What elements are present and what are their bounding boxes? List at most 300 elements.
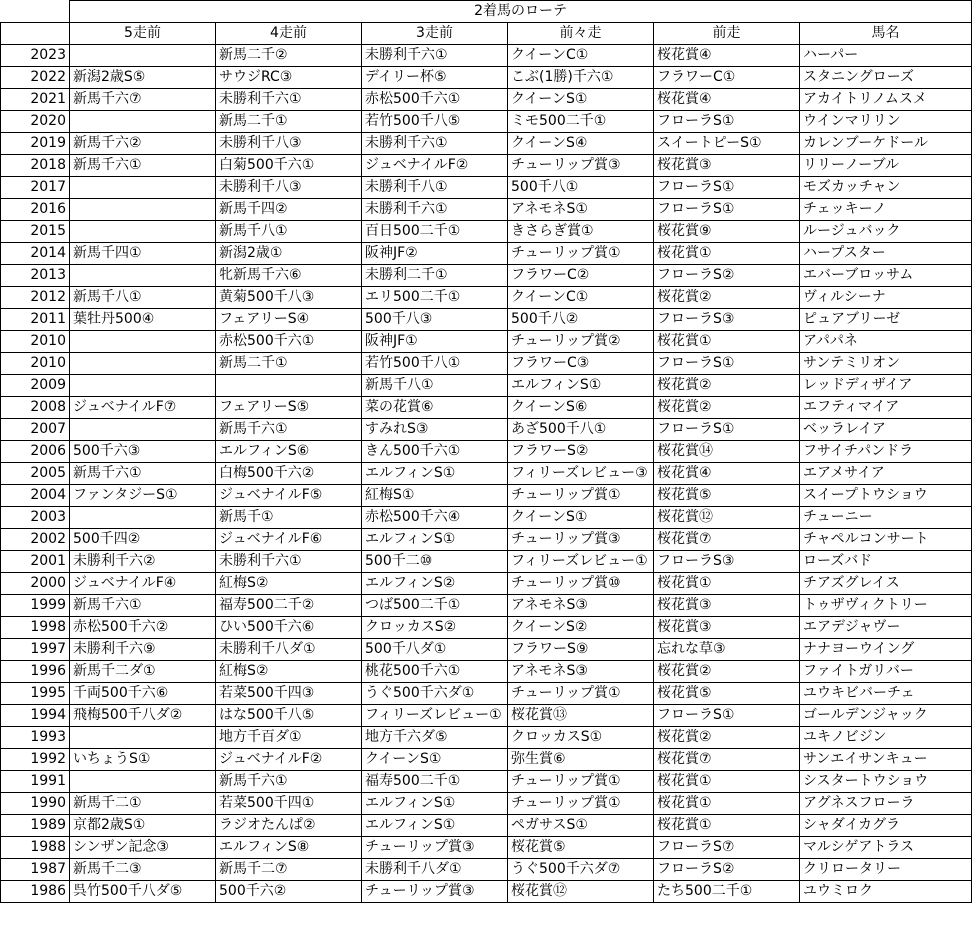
year-cell: 2008 (1, 397, 70, 419)
run-5-ago-cell: 赤松500千六② (70, 617, 216, 639)
run-2-ago-cell: フィリーズレビュー③ (508, 463, 654, 485)
run-5-ago-cell: シンザン記念③ (70, 837, 216, 859)
table-row (1, 309, 972, 331)
last-run-cell: 桜花賞⑦ (654, 529, 800, 551)
last-run-cell: 桜花賞② (654, 397, 800, 419)
header-5-runs-ago: 5走前 (70, 23, 216, 45)
run-2-ago-cell: アネモネS③ (508, 595, 654, 617)
run-2-ago-cell: アネモネS① (508, 199, 654, 221)
run-3-ago-cell: デイリー杯⑤ (362, 67, 508, 89)
header-4-runs-ago: 4走前 (216, 23, 362, 45)
last-run-cell: フローラS① (654, 177, 800, 199)
year-cell: 2004 (1, 485, 70, 507)
horse-name-cell: ピュアブリーゼ (800, 309, 972, 331)
run-4-ago-cell: 新馬千二⑦ (216, 859, 362, 881)
year-cell: 1993 (1, 727, 70, 749)
run-4-ago-cell: 白菊500千六① (216, 155, 362, 177)
horse-name-cell: フサイチパンドラ (800, 441, 972, 463)
run-5-ago-cell (70, 265, 216, 287)
horse-name-cell: アカイトリノムスメ (800, 89, 972, 111)
run-2-ago-cell: クイーンC① (508, 45, 654, 67)
run-5-ago-cell (70, 177, 216, 199)
table-row (1, 617, 972, 639)
table-row (1, 485, 972, 507)
table-title: 2着馬のローテ (70, 1, 972, 23)
run-3-ago-cell: 若竹500千八① (362, 353, 508, 375)
table-row (1, 155, 972, 177)
run-4-ago-cell: 紅梅S② (216, 661, 362, 683)
year-cell: 2012 (1, 287, 70, 309)
last-run-cell: フラワーC① (654, 67, 800, 89)
run-3-ago-cell: 阪神JF② (362, 243, 508, 265)
run-2-ago-cell: フラワーC② (508, 265, 654, 287)
run-2-ago-cell: チューリップ賞① (508, 793, 654, 815)
run-3-ago-cell: 未勝利千六① (362, 199, 508, 221)
last-run-cell: 桜花賞① (654, 815, 800, 837)
run-4-ago-cell (216, 375, 362, 397)
run-3-ago-cell: クイーンS① (362, 749, 508, 771)
last-run-cell: フローラS⑦ (654, 837, 800, 859)
horse-name-cell: エバーブロッサム (800, 265, 972, 287)
last-run-cell: 桜花賞① (654, 771, 800, 793)
table-row (1, 133, 972, 155)
table-row (1, 177, 972, 199)
year-cell: 2015 (1, 221, 70, 243)
run-3-ago-cell: きん500千六① (362, 441, 508, 463)
last-run-cell: 桜花賞③ (654, 595, 800, 617)
last-run-cell: 桜花賞① (654, 331, 800, 353)
run-4-ago-cell: 赤松500千六① (216, 331, 362, 353)
run-3-ago-cell: 阪神JF① (362, 331, 508, 353)
year-cell: 2001 (1, 551, 70, 573)
run-5-ago-cell: 千両500千六⑥ (70, 683, 216, 705)
year-cell: 2020 (1, 111, 70, 133)
year-cell: 2016 (1, 199, 70, 221)
run-4-ago-cell: 新馬千六① (216, 771, 362, 793)
run-3-ago-cell: 若竹500千八⑤ (362, 111, 508, 133)
table-row (1, 375, 972, 397)
last-run-cell: フローラS③ (654, 309, 800, 331)
run-4-ago-cell: 新馬二千① (216, 353, 362, 375)
horse-name-cell: エアデジャヴー (800, 617, 972, 639)
year-cell: 2010 (1, 331, 70, 353)
last-run-cell: 桜花賞② (654, 661, 800, 683)
run-5-ago-cell (70, 111, 216, 133)
last-run-cell: 桜花賞⑭ (654, 441, 800, 463)
run-4-ago-cell: サウジRC③ (216, 67, 362, 89)
run-5-ago-cell: 葉牡丹500④ (70, 309, 216, 331)
header-2-runs-ago: 前々走 (508, 23, 654, 45)
horse-name-cell: ルージュバック (800, 221, 972, 243)
run-5-ago-cell: 新馬千六⑦ (70, 89, 216, 111)
run-3-ago-cell: 桃花500千六① (362, 661, 508, 683)
run-5-ago-cell (70, 727, 216, 749)
run-2-ago-cell: チューリップ賞③ (508, 529, 654, 551)
horse-name-cell: サンエイサンキュー (800, 749, 972, 771)
run-2-ago-cell: あざ500千八① (508, 419, 654, 441)
last-run-cell: 桜花賞⑦ (654, 749, 800, 771)
run-4-ago-cell: 未勝利千八ダ① (216, 639, 362, 661)
header-last-run: 前走 (654, 23, 800, 45)
table-row (1, 287, 972, 309)
run-5-ago-cell (70, 771, 216, 793)
run-3-ago-cell: フィリーズレビュー① (362, 705, 508, 727)
run-3-ago-cell: 500千二⑩ (362, 551, 508, 573)
run-4-ago-cell: 新馬千八① (216, 221, 362, 243)
run-2-ago-cell: 桜花賞⑬ (508, 705, 654, 727)
run-3-ago-cell: エルフィンS① (362, 815, 508, 837)
run-5-ago-cell: 新馬千二① (70, 793, 216, 815)
run-5-ago-cell: 呉竹500千八ダ⑤ (70, 881, 216, 903)
year-cell: 1997 (1, 639, 70, 661)
last-run-cell: フローラS① (654, 111, 800, 133)
horse-name-cell: ハーパー (800, 45, 972, 67)
run-4-ago-cell: 白梅500千六② (216, 463, 362, 485)
run-3-ago-cell: エリ500二千① (362, 287, 508, 309)
year-cell: 2010 (1, 353, 70, 375)
table-row (1, 441, 972, 463)
run-3-ago-cell: 未勝利千八① (362, 177, 508, 199)
run-4-ago-cell: エルフィンS⑧ (216, 837, 362, 859)
run-5-ago-cell: ファンタジーS① (70, 485, 216, 507)
run-3-ago-cell: すみれS③ (362, 419, 508, 441)
run-3-ago-cell: 未勝利千六① (362, 45, 508, 67)
run-2-ago-cell: クイーンC① (508, 287, 654, 309)
run-5-ago-cell: 新潟2歳S⑤ (70, 67, 216, 89)
run-3-ago-cell: クロッカスS② (362, 617, 508, 639)
run-5-ago-cell: ジュベナイルF⑦ (70, 397, 216, 419)
run-3-ago-cell: チューリップ賞③ (362, 881, 508, 903)
horse-name-cell: シャダイカグラ (800, 815, 972, 837)
run-2-ago-cell: チューリップ賞⑩ (508, 573, 654, 595)
run-3-ago-cell: 500千八ダ① (362, 639, 508, 661)
table-row (1, 353, 972, 375)
run-4-ago-cell: はな500千八⑤ (216, 705, 362, 727)
run-2-ago-cell: 桜花賞⑤ (508, 837, 654, 859)
table-row (1, 331, 972, 353)
year-cell: 1999 (1, 595, 70, 617)
last-run-cell: スイートピーS① (654, 133, 800, 155)
horse-name-cell: チェッキーノ (800, 199, 972, 221)
year-cell: 1989 (1, 815, 70, 837)
year-cell: 1994 (1, 705, 70, 727)
run-4-ago-cell: ジュベナイルF⑤ (216, 485, 362, 507)
run-3-ago-cell: ジュベナイルF② (362, 155, 508, 177)
run-3-ago-cell: エルフィンS② (362, 573, 508, 595)
run-3-ago-cell: 未勝利千八ダ① (362, 859, 508, 881)
run-4-ago-cell: 未勝利千八③ (216, 133, 362, 155)
last-run-cell: 桜花賞① (654, 243, 800, 265)
horse-name-cell: ナナヨーウイング (800, 639, 972, 661)
year-cell: 1998 (1, 617, 70, 639)
run-2-ago-cell: ミモ500二千① (508, 111, 654, 133)
horse-name-cell: スイープトウショウ (800, 485, 972, 507)
last-run-cell: たち500二千① (654, 881, 800, 903)
year-cell: 2003 (1, 507, 70, 529)
horse-name-cell: ベッラレイア (800, 419, 972, 441)
run-2-ago-cell: フラワーS⑨ (508, 639, 654, 661)
year-cell: 2007 (1, 419, 70, 441)
run-3-ago-cell: 地方千六ダ⑤ (362, 727, 508, 749)
table-row (1, 397, 972, 419)
run-4-ago-cell: 未勝利千六① (216, 551, 362, 573)
horse-name-cell: エフティマイア (800, 397, 972, 419)
year-cell: 1995 (1, 683, 70, 705)
horse-name-cell: レッドディザイア (800, 375, 972, 397)
run-4-ago-cell: 新馬千四② (216, 199, 362, 221)
run-5-ago-cell: 500千四② (70, 529, 216, 551)
run-5-ago-cell (70, 331, 216, 353)
table-row (1, 507, 972, 529)
year-cell: 1990 (1, 793, 70, 815)
last-run-cell: フローラS③ (654, 551, 800, 573)
year-cell: 2019 (1, 133, 70, 155)
run-5-ago-cell (70, 221, 216, 243)
year-cell: 1996 (1, 661, 70, 683)
year-cell: 1988 (1, 837, 70, 859)
last-run-cell: フローラS① (654, 353, 800, 375)
run-2-ago-cell: チューリップ賞② (508, 331, 654, 353)
table-row (1, 595, 972, 617)
run-5-ago-cell (70, 419, 216, 441)
last-run-cell: フローラS② (654, 265, 800, 287)
run-5-ago-cell (70, 45, 216, 67)
horse-name-cell: アグネスフローラ (800, 793, 972, 815)
run-3-ago-cell: エルフィンS① (362, 793, 508, 815)
run-4-ago-cell: ひい500千六⑥ (216, 617, 362, 639)
horse-name-cell: ローズバド (800, 551, 972, 573)
run-3-ago-cell: つば500二千① (362, 595, 508, 617)
table-row (1, 837, 972, 859)
run-2-ago-cell: クイーンS① (508, 89, 654, 111)
table-row (1, 771, 972, 793)
run-4-ago-cell: 未勝利千六① (216, 89, 362, 111)
run-2-ago-cell: 弥生賞⑥ (508, 749, 654, 771)
run-2-ago-cell: チューリップ賞① (508, 683, 654, 705)
last-run-cell: 忘れな草③ (654, 639, 800, 661)
run-2-ago-cell: 500千八① (508, 177, 654, 199)
horse-name-cell: ゴールデンジャック (800, 705, 972, 727)
table-body (1, 45, 972, 903)
year-cell: 2013 (1, 265, 70, 287)
run-4-ago-cell: 福寿500二千② (216, 595, 362, 617)
run-5-ago-cell: 新馬千六② (70, 133, 216, 155)
table-row (1, 243, 972, 265)
last-run-cell: フローラS① (654, 199, 800, 221)
last-run-cell: 桜花賞④ (654, 89, 800, 111)
run-2-ago-cell: フラワーS② (508, 441, 654, 463)
last-run-cell: 桜花賞③ (654, 617, 800, 639)
horse-name-cell: チアズグレイス (800, 573, 972, 595)
run-4-ago-cell: 新馬千六① (216, 419, 362, 441)
run-4-ago-cell: 若菜500千四③ (216, 683, 362, 705)
table-row (1, 859, 972, 881)
horse-name-cell: クリロータリー (800, 859, 972, 881)
run-2-ago-cell: チューリップ賞① (508, 485, 654, 507)
run-3-ago-cell: エルフィンS① (362, 529, 508, 551)
run-5-ago-cell: 未勝利千六② (70, 551, 216, 573)
horse-name-cell: シスタートウショウ (800, 771, 972, 793)
run-5-ago-cell: 京都2歳S① (70, 815, 216, 837)
last-run-cell: 桜花賞⑤ (654, 485, 800, 507)
year-cell: 2000 (1, 573, 70, 595)
year-cell: 2014 (1, 243, 70, 265)
run-4-ago-cell: 新潟2歳① (216, 243, 362, 265)
last-run-cell: 桜花賞⑫ (654, 507, 800, 529)
table-row (1, 705, 972, 727)
horse-name-cell: ハープスター (800, 243, 972, 265)
run-2-ago-cell: チューリップ賞① (508, 771, 654, 793)
horse-name-cell: ウインマリリン (800, 111, 972, 133)
run-2-ago-cell: ペガサスS① (508, 815, 654, 837)
header-3-runs-ago: 3走前 (362, 23, 508, 45)
year-cell: 2018 (1, 155, 70, 177)
run-5-ago-cell: 未勝利千六⑨ (70, 639, 216, 661)
run-3-ago-cell: 赤松500千六① (362, 89, 508, 111)
run-4-ago-cell: 地方千百ダ① (216, 727, 362, 749)
run-2-ago-cell: エルフィンS① (508, 375, 654, 397)
run-2-ago-cell: クイーンS② (508, 617, 654, 639)
run-2-ago-cell: チューリップ賞③ (508, 155, 654, 177)
run-4-ago-cell: 黄菊500千八③ (216, 287, 362, 309)
run-3-ago-cell: 百日500二千① (362, 221, 508, 243)
run-5-ago-cell (70, 353, 216, 375)
header-row (1, 23, 972, 45)
table-row (1, 881, 972, 903)
run-2-ago-cell: チューリップ賞① (508, 243, 654, 265)
run-4-ago-cell: ジュベナイルF⑥ (216, 529, 362, 551)
run-5-ago-cell: 新馬千六① (70, 463, 216, 485)
corner-cell (1, 1, 70, 23)
run-2-ago-cell: こぶ(1勝)千六① (508, 67, 654, 89)
run-2-ago-cell: 500千八② (508, 309, 654, 331)
run-3-ago-cell: 新馬千八① (362, 375, 508, 397)
last-run-cell: 桜花賞② (654, 375, 800, 397)
horse-name-cell: アパパネ (800, 331, 972, 353)
year-cell: 1992 (1, 749, 70, 771)
run-4-ago-cell: フェアリーS⑤ (216, 397, 362, 419)
run-4-ago-cell: エルフィンS⑥ (216, 441, 362, 463)
run-2-ago-cell: クロッカスS① (508, 727, 654, 749)
run-4-ago-cell: 紅梅S② (216, 573, 362, 595)
run-5-ago-cell: ジュベナイルF④ (70, 573, 216, 595)
run-3-ago-cell: 福寿500二千① (362, 771, 508, 793)
table-row (1, 67, 972, 89)
table-row (1, 199, 972, 221)
horse-name-cell: ユウミロク (800, 881, 972, 903)
run-2-ago-cell: 桜花賞⑫ (508, 881, 654, 903)
horse-name-cell: カレンブーケドール (800, 133, 972, 155)
horse-name-cell: マルシゲアトラス (800, 837, 972, 859)
table-row (1, 661, 972, 683)
horse-name-cell: モズカッチャン (800, 177, 972, 199)
table-row (1, 221, 972, 243)
run-4-ago-cell: ジュベナイルF② (216, 749, 362, 771)
year-cell: 1986 (1, 881, 70, 903)
run-2-ago-cell: クイーンS④ (508, 133, 654, 155)
run-3-ago-cell: 紅梅S① (362, 485, 508, 507)
last-run-cell: 桜花賞⑤ (654, 683, 800, 705)
year-cell: 2002 (1, 529, 70, 551)
last-run-cell: 桜花賞④ (654, 45, 800, 67)
horse-name-cell: チャペルコンサート (800, 529, 972, 551)
horse-name-cell: ユキノビジン (800, 727, 972, 749)
horse-name-cell: ユウキビバーチェ (800, 683, 972, 705)
year-cell: 2006 (1, 441, 70, 463)
run-3-ago-cell: エルフィンS① (362, 463, 508, 485)
run-4-ago-cell: 500千六② (216, 881, 362, 903)
table-row (1, 463, 972, 485)
year-cell: 2022 (1, 67, 70, 89)
run-3-ago-cell: 未勝利千六① (362, 133, 508, 155)
last-run-cell: 桜花賞③ (654, 155, 800, 177)
run-4-ago-cell: 若菜500千四① (216, 793, 362, 815)
header-horse-name: 馬名 (800, 23, 972, 45)
last-run-cell: 桜花賞② (654, 727, 800, 749)
run-2-ago-cell: フィリーズレビュー① (508, 551, 654, 573)
year-cell: 2009 (1, 375, 70, 397)
table-row (1, 815, 972, 837)
horse-name-cell: ファイトガリバー (800, 661, 972, 683)
table-row (1, 111, 972, 133)
table-row (1, 419, 972, 441)
run-3-ago-cell: 菜の花賞⑥ (362, 397, 508, 419)
run-4-ago-cell: フェアリーS④ (216, 309, 362, 331)
run-2-ago-cell: フラワーC③ (508, 353, 654, 375)
run-3-ago-cell: 500千八③ (362, 309, 508, 331)
run-5-ago-cell: 飛梅500千八ダ② (70, 705, 216, 727)
last-run-cell: 桜花賞⑨ (654, 221, 800, 243)
run-4-ago-cell: 新馬二千② (216, 45, 362, 67)
run-5-ago-cell: 500千六③ (70, 441, 216, 463)
year-cell: 2023 (1, 45, 70, 67)
last-run-cell: 桜花賞④ (654, 463, 800, 485)
run-4-ago-cell: 牝新馬千六⑥ (216, 265, 362, 287)
run-5-ago-cell (70, 375, 216, 397)
year-cell: 2005 (1, 463, 70, 485)
run-5-ago-cell: 新馬千六① (70, 155, 216, 177)
year-cell: 1991 (1, 771, 70, 793)
run-5-ago-cell: いちょうS① (70, 749, 216, 771)
table-row (1, 573, 972, 595)
last-run-cell: 桜花賞② (654, 287, 800, 309)
last-run-cell: 桜花賞① (654, 793, 800, 815)
horse-name-cell: スタニングローズ (800, 67, 972, 89)
year-cell: 1987 (1, 859, 70, 881)
run-4-ago-cell: 未勝利千八③ (216, 177, 362, 199)
table-row (1, 551, 972, 573)
run-3-ago-cell: 赤松500千六④ (362, 507, 508, 529)
run-3-ago-cell: うぐ500千六ダ① (362, 683, 508, 705)
table-row (1, 727, 972, 749)
table-row (1, 793, 972, 815)
last-run-cell: フローラS① (654, 705, 800, 727)
last-run-cell: 桜花賞① (654, 573, 800, 595)
run-3-ago-cell: チューリップ賞③ (362, 837, 508, 859)
run-5-ago-cell (70, 507, 216, 529)
run-2-ago-cell: クイーンS① (508, 507, 654, 529)
table-row (1, 45, 972, 67)
title-row (1, 1, 972, 23)
table-row (1, 265, 972, 287)
horse-name-cell: トゥザヴィクトリー (800, 595, 972, 617)
year-cell: 2021 (1, 89, 70, 111)
table-row (1, 749, 972, 771)
horse-name-cell: サンテミリオン (800, 353, 972, 375)
run-5-ago-cell: 新馬千二③ (70, 859, 216, 881)
table-row (1, 683, 972, 705)
year-cell: 2017 (1, 177, 70, 199)
